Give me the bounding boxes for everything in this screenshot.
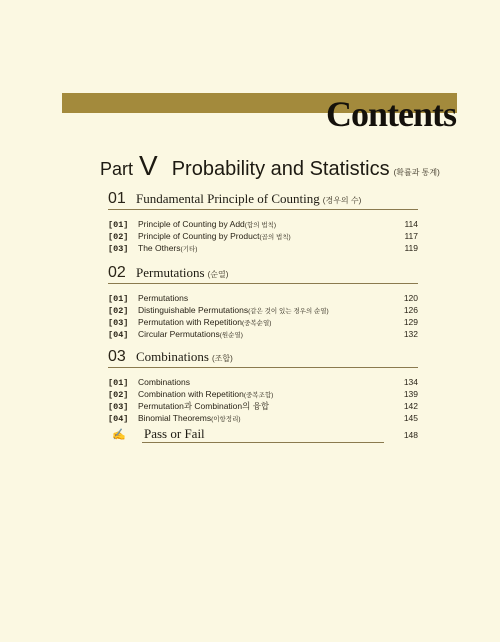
entry-page: 142 xyxy=(403,401,418,411)
entry-number: [04] xyxy=(108,330,129,340)
toc-entry[interactable] xyxy=(108,388,418,400)
toc-entry[interactable] xyxy=(108,376,418,388)
toc-entry[interactable] xyxy=(108,230,418,242)
part-label: Part xyxy=(100,159,134,179)
part-heading xyxy=(100,150,440,182)
entry-number: [03] xyxy=(108,318,129,328)
chapter-number: 03 xyxy=(108,348,126,365)
entry-title: The Others xyxy=(138,243,181,253)
entry-page: 120 xyxy=(403,293,418,303)
entry-page: 132 xyxy=(403,329,418,339)
part-title: Probability and Statistics xyxy=(171,158,390,180)
chapter-heading[interactable] xyxy=(108,264,418,284)
entry-number: [02] xyxy=(108,232,129,242)
chapter-title: Combinations xyxy=(136,349,209,364)
toc-entry[interactable] xyxy=(108,292,418,304)
entry-page: 134 xyxy=(403,377,418,387)
chapter-title: Permutations xyxy=(136,265,205,280)
entry-title: Binomial Theorems xyxy=(138,413,212,423)
chapter-2 xyxy=(108,264,418,340)
entry-number: [01] xyxy=(108,220,129,230)
entry-title: Combination with Repetition xyxy=(138,389,244,399)
entry-title: Permutation과 Combination의 융합 xyxy=(138,401,270,411)
toc-entry[interactable] xyxy=(108,400,418,412)
toc-entry[interactable] xyxy=(108,328,418,340)
entry-title: Permutations xyxy=(138,293,189,303)
toc-entry[interactable] xyxy=(108,412,418,424)
entry-note: (중복조합) xyxy=(243,392,274,399)
entry-note: (이항정리) xyxy=(211,416,241,423)
entry-title: Circular Permutations xyxy=(138,329,220,339)
chapter-subtitle: (조합) xyxy=(211,354,233,363)
entry-number: [02] xyxy=(108,390,129,400)
chapter-number: 02 xyxy=(108,264,126,281)
chapter-number: 01 xyxy=(108,190,126,207)
entry-page: 145 xyxy=(403,413,418,423)
entry-page: 117 xyxy=(404,231,418,241)
entry-page: 129 xyxy=(403,317,418,327)
toc-entry[interactable] xyxy=(108,242,418,254)
chapter-1 xyxy=(108,190,418,254)
entry-page: 114 xyxy=(404,219,418,229)
entry-note: (같은 것이 있는 경우의 순열) xyxy=(248,308,329,315)
pencil-icon: ✍ xyxy=(112,429,126,441)
entry-title: Permutation with Repetition xyxy=(138,317,242,327)
entry-number: [02] xyxy=(108,306,129,316)
entry-number: [04] xyxy=(108,414,129,424)
entry-page: 139 xyxy=(403,389,418,399)
chapter-title: Fundamental Principle of Counting xyxy=(136,191,320,206)
entry-number: [01] xyxy=(108,378,129,388)
chapter-subtitle: (경우의 수) xyxy=(322,196,362,205)
entry-title: Distinguishable Permutations xyxy=(138,305,249,315)
entry-page: 119 xyxy=(404,243,418,253)
entry-number: [03] xyxy=(108,402,129,412)
entry-number: [03] xyxy=(108,244,129,254)
chapter-heading[interactable] xyxy=(108,348,418,368)
chapter-heading[interactable] xyxy=(108,190,418,210)
contents-title: Contents xyxy=(325,94,456,134)
entry-note: (원순열) xyxy=(219,332,243,339)
chapter-subtitle: (순열) xyxy=(207,270,229,279)
entry-note: (합의 법칙) xyxy=(244,222,277,229)
entry-note: (기타) xyxy=(180,246,198,253)
final-title: Pass or Fail xyxy=(142,426,384,443)
toc-entry[interactable] xyxy=(108,316,418,328)
entry-note: (곱의 법칙) xyxy=(259,234,291,241)
part-number: V xyxy=(139,150,158,181)
entry-note: (중복순열) xyxy=(241,320,272,327)
entry-title: Principle of Counting by Add xyxy=(138,219,245,229)
entry-title: Principle of Counting by Product xyxy=(138,231,260,241)
pass-or-fail-entry[interactable] xyxy=(112,426,418,443)
entry-page: 126 xyxy=(403,305,418,315)
part-subtitle: (확률과 통계) xyxy=(393,168,440,177)
final-page: 148 xyxy=(403,430,418,440)
toc-entry[interactable] xyxy=(108,304,418,316)
entry-number: [01] xyxy=(108,294,129,304)
toc-entry[interactable] xyxy=(108,218,418,230)
entry-title: Combinations xyxy=(138,377,190,387)
chapter-3 xyxy=(108,348,418,424)
